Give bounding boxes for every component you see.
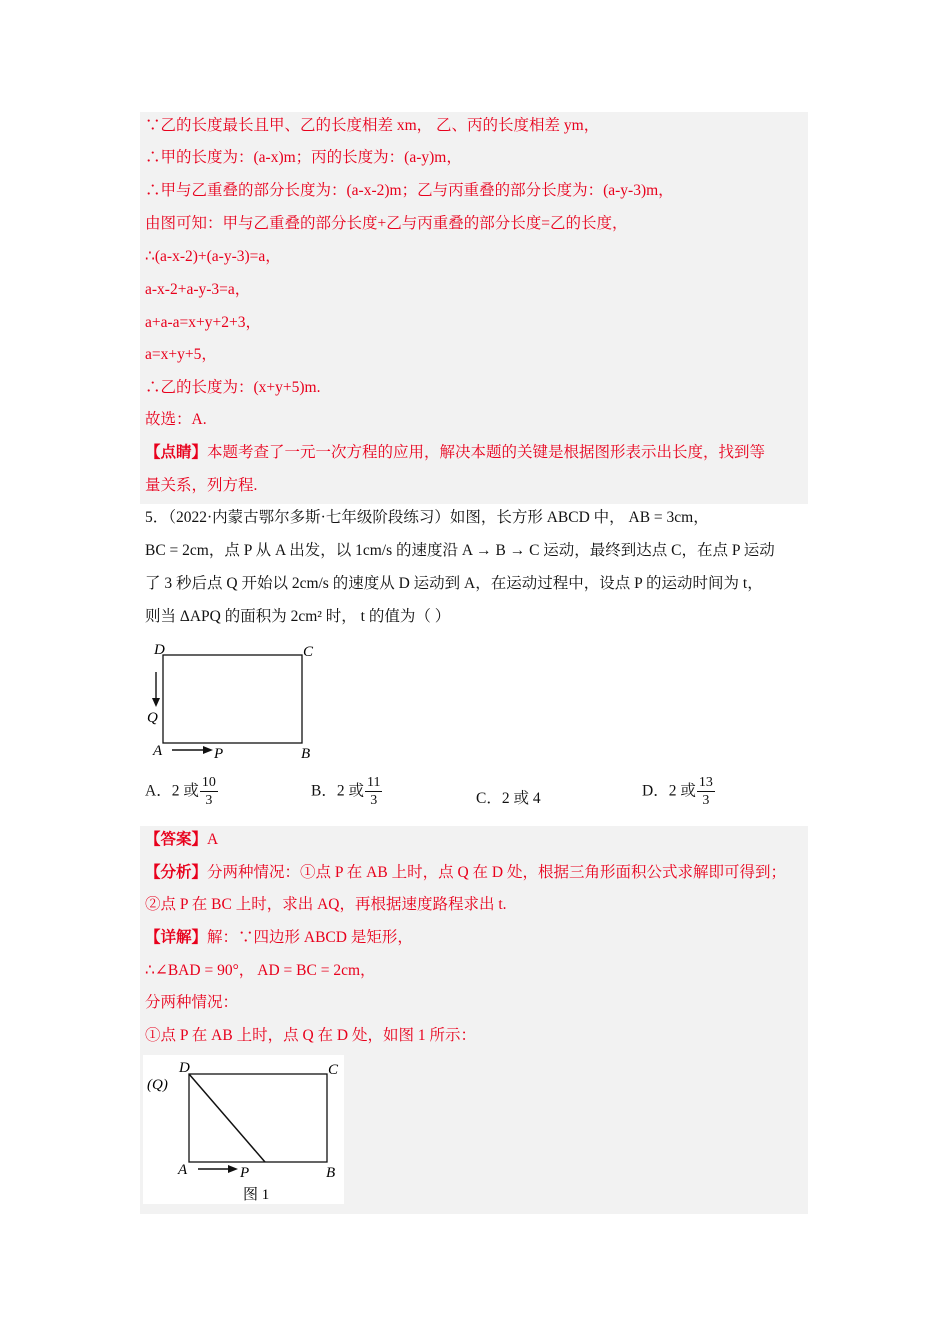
- figure-1-label-a: A: [178, 1162, 188, 1178]
- label-q: Q: [147, 710, 158, 726]
- detail-tag: 【详解】: [145, 929, 208, 946]
- option-d-fraction: [697, 776, 715, 808]
- solution-line-5: ∴(a-x-2)+(a-y-3)=a，: [145, 248, 281, 265]
- option-d-numerator: 13: [698, 775, 713, 790]
- question-figure: [146, 636, 326, 764]
- option-b-numerator: 11: [366, 775, 381, 790]
- comment-text-1: 本题考查了一元一次方程的应用，解决本题的关键是根据图形表示出长度，找到等: [207, 444, 766, 461]
- figure-1: [143, 1055, 344, 1204]
- option-a-letter: A．: [145, 782, 172, 800]
- option-a-numerator: 10: [201, 775, 216, 790]
- option-b-fraction: [365, 776, 382, 808]
- comment-line-2: 量关系，列方程.: [145, 477, 258, 494]
- solution-line-2: ∴甲的长度为：(a-x)m；丙的长度为：(a-y)m，: [145, 149, 462, 166]
- option-b[interactable]: [311, 776, 383, 808]
- comment-line-1: [145, 441, 765, 465]
- option-b-letter: B．: [311, 782, 337, 800]
- figure-1-label-c: C: [328, 1062, 339, 1078]
- figure-1-label-b: B: [326, 1165, 336, 1181]
- solution-line-7: a+a-a=x+y+2+3，: [145, 314, 262, 331]
- option-d-text: 2 或: [668, 782, 696, 800]
- arrow-down-head: [152, 698, 160, 707]
- option-d[interactable]: [642, 776, 716, 808]
- question-line-1: 5．（2022·内蒙古鄂尔多斯·七年级阶段练习）如图，长方形 ABCD 中， AB = 3cm，: [145, 509, 709, 526]
- detail-line-4: ①点 P 在 AB 上时，点 Q 在 D 处，如图 1 所示：: [145, 1027, 476, 1044]
- analysis-tag: 【分析】: [145, 864, 208, 881]
- detail-line-1: [145, 926, 413, 950]
- option-c-letter: C．: [476, 790, 502, 807]
- solution-line-1: ∵乙的长度最长且甲、乙的长度相差 xm， 乙、丙的长度相差 ym，: [145, 117, 600, 134]
- answer-value: A: [207, 831, 219, 848]
- figure-1-label-q: (Q): [147, 1077, 168, 1093]
- comment-tag: 【点睛】: [145, 444, 208, 461]
- detail-line-3: 分两种情况：: [145, 994, 239, 1011]
- option-b-text: 2 或: [336, 782, 364, 800]
- detail-line-2: ∴∠BAD = 90°， AD = BC = 2cm，: [145, 962, 376, 979]
- option-a-text: 2 或: [171, 782, 199, 800]
- figure-1-background: [143, 1055, 344, 1204]
- option-c[interactable]: [476, 786, 541, 808]
- solution-line-4: 由图可知：甲与乙重叠的部分长度+乙与丙重叠的部分长度=乙的长度，: [145, 215, 628, 232]
- solution-line-8: a=x+y+5，: [145, 346, 217, 363]
- rectangle-abcd: [163, 655, 302, 743]
- label-p: P: [214, 746, 224, 762]
- label-a: A: [153, 743, 163, 759]
- option-a[interactable]: [145, 776, 219, 808]
- label-d: D: [154, 642, 165, 658]
- label-b: B: [301, 746, 311, 762]
- option-d-denominator: 3: [702, 793, 710, 808]
- option-a-denominator: 3: [205, 793, 213, 808]
- analysis-text-1: 分两种情况：①点 P 在 AB 上时，点 Q 在 D 处，根据三角形面积公式求解即可得到；: [207, 864, 786, 881]
- solution-line-6: a-x-2+a-y-3=a，: [145, 281, 251, 298]
- arrow-right-head: [203, 746, 213, 754]
- solution-line-10: 故选：A.: [145, 411, 207, 428]
- question-line-2: BC = 2cm，点 P 从 A 出发，以 1cm/s 的速度沿 A → B → C 运动，最终到达点 C，在点 P 运动: [145, 542, 775, 559]
- analysis-line-2: ②点 P 在 BC 上时，求出 AQ，再根据速度路程求出 t.: [145, 896, 507, 913]
- detail-text-1: 解：∵四边形 ABCD 是矩形，: [207, 929, 413, 946]
- answer-line: [145, 828, 218, 852]
- answer-tag: 【答案】: [145, 831, 208, 848]
- option-c-text: 2 或 4: [501, 790, 541, 807]
- analysis-line-1: [145, 861, 786, 885]
- figure-1-label-p: P: [240, 1165, 250, 1181]
- label-c: C: [303, 644, 314, 660]
- solution-line-3: ∴甲与乙重叠的部分长度为：(a-x-2)m；乙与丙重叠的部分长度为：(a-y-3)m，: [145, 182, 674, 199]
- option-d-letter: D．: [642, 782, 669, 800]
- option-b-denominator: 3: [370, 793, 378, 808]
- option-a-fraction: [200, 776, 218, 808]
- figure-1-caption: 图 1: [243, 1187, 270, 1203]
- figure-1-label-d: D: [179, 1060, 190, 1076]
- solution-line-9: ∴乙的长度为：(x+y+5)m.: [145, 379, 321, 396]
- question-line-3: 了 3 秒后点 Q 开始以 2cm/s 的速度从 D 运动到 A，在运动过程中，设点 P 的运动时间为 t，: [145, 575, 763, 592]
- question-line-4: 则当 ΔAPQ 的面积为 2cm² 时， t 的值为（ ）: [145, 608, 451, 625]
